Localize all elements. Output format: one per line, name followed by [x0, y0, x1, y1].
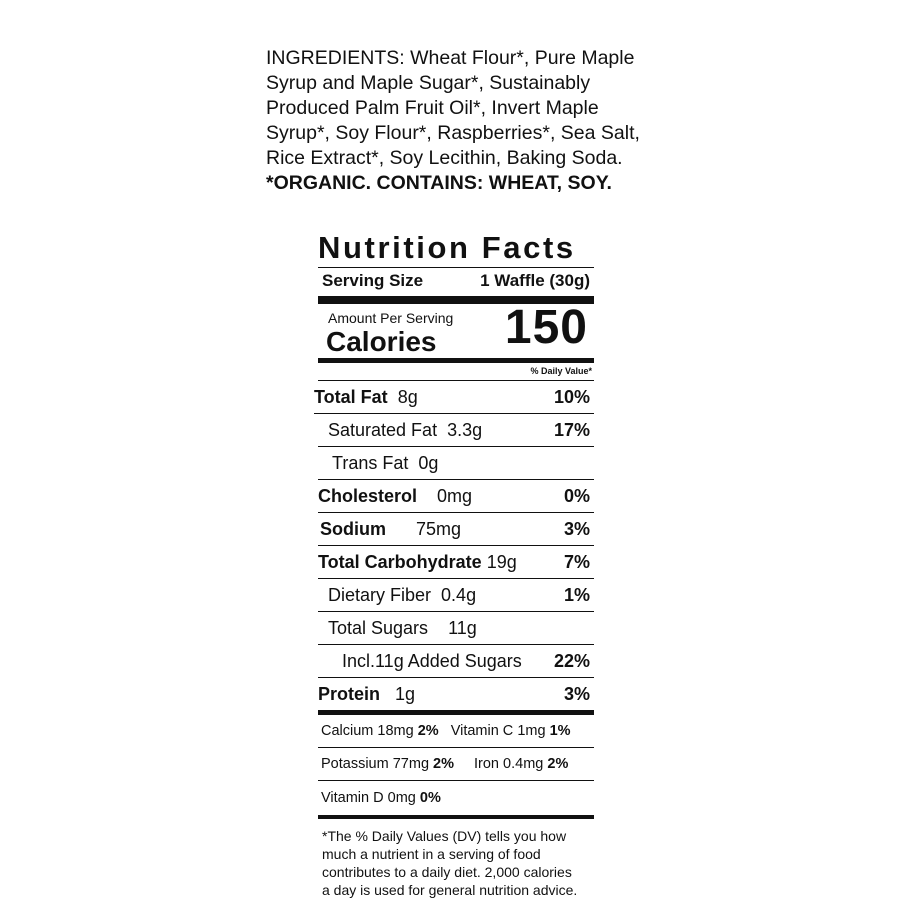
nutrient-daily-value: 22% [553, 650, 590, 671]
allergen-statement: *ORGANIC. CONTAINS: WHEAT, SOY. [266, 172, 612, 194]
nutrient-amount: 75mg [416, 518, 462, 539]
vitamin-calcium: Calcium 18mg 2% [321, 723, 439, 739]
vitamin-row [318, 715, 594, 748]
vitamin-iron: Iron 0.4mg 2% [474, 756, 569, 772]
nutrient-daily-value: 17% [553, 419, 590, 440]
nutrition-facts-panel [314, 230, 594, 899]
nutrient-row-total-sugars [318, 612, 594, 645]
nutrient-row-cholesterol [318, 480, 594, 513]
nutrient-row-trans-fat [318, 447, 594, 480]
vitamin-c: Vitamin C 1mg 1% [450, 723, 571, 739]
footnote-line: much a nutrient in a serving of food [322, 846, 541, 862]
nutrient-name: Total Sugars [328, 617, 429, 638]
nutrient-daily-value: 1% [563, 584, 590, 605]
serving-size-label: Serving Size [322, 271, 424, 290]
footnote-line: a day is used for general nutrition advice. [322, 882, 578, 898]
nutrient-row-dietary-fiber [318, 579, 594, 612]
nutrient-name: Dietary Fiber [328, 584, 432, 605]
nutrient-amount: 3.3g [447, 419, 483, 440]
nutrient-daily-value: 3% [563, 683, 590, 704]
nutrient-row-protein [318, 678, 594, 715]
serving-size-value: 1 Waffle (30g) [480, 271, 590, 290]
nutrient-amount: 8g [397, 386, 418, 407]
nutrient-amount: 0mg [437, 485, 473, 506]
nutrient-name: Incl.11g Added Sugars [342, 650, 522, 671]
nutrient-amount: 19g [486, 551, 517, 572]
nutrient-amount: 0g [418, 452, 439, 473]
nutrient-amount: 1g [395, 683, 416, 704]
footnote-line: *The % Daily Values (DV) tells you how [322, 828, 567, 844]
nutrient-amount: 11g [448, 617, 477, 638]
nutrient-daily-value: 0% [563, 485, 590, 506]
calories-block [318, 301, 594, 363]
nutrient-amount: 0.4g [441, 584, 477, 605]
vitamin-row [318, 748, 594, 781]
nutrient-row-added-sugars [318, 645, 594, 678]
nutrient-row-total-fat [314, 381, 594, 414]
nutrition-facts-title: Nutrition Facts [318, 230, 594, 268]
daily-value-footnote [318, 827, 594, 899]
serving-size-row [318, 268, 594, 294]
calories-label: Calories [326, 326, 437, 357]
ingredients-text [266, 46, 686, 196]
nutrient-name: Sodium [320, 518, 386, 539]
nutrient-name: Cholesterol [318, 485, 418, 506]
amount-per-serving: Amount Per Serving [328, 310, 454, 326]
ingredients-line: Produced Palm Fruit Oil*, Invert Maple [266, 97, 599, 119]
vitamin-potassium: Potassium 77mg 2% [321, 756, 455, 772]
nutrient-name: Total Fat [314, 386, 388, 407]
nutrient-row-saturated-fat [318, 414, 594, 447]
nutrient-daily-value: 7% [563, 551, 590, 572]
vitamin-row [318, 781, 594, 819]
ingredients-line: INGREDIENTS: Wheat Flour*, Pure Maple [266, 47, 635, 69]
ingredients-line: Rice Extract*, Soy Lecithin, Baking Soda. [266, 147, 623, 169]
nutrient-daily-value: 10% [553, 386, 590, 407]
nutrient-name: Trans Fat [332, 452, 409, 473]
vitamin-d: Vitamin D 0mg 0% [321, 790, 441, 806]
ingredients-line: Syrup and Maple Sugar*, Sustainably [266, 72, 591, 94]
ingredients-line: Syrup*, Soy Flour*, Raspberries*, Sea Salt, [266, 122, 640, 144]
nutrient-row-sodium [318, 513, 594, 546]
nutrient-name: Protein [318, 683, 381, 704]
calories-value: 150 [504, 301, 588, 354]
daily-value-header: % Daily Value* [318, 363, 594, 381]
nutrient-daily-value: 3% [563, 518, 590, 539]
footnote-line: contributes to a daily diet. 2,000 calories [322, 864, 572, 880]
nutrient-name: Total Carbohydrate [318, 551, 482, 572]
nutrient-name: Saturated Fat [328, 419, 438, 440]
nutrient-row-total-carbohydrate [318, 546, 594, 579]
